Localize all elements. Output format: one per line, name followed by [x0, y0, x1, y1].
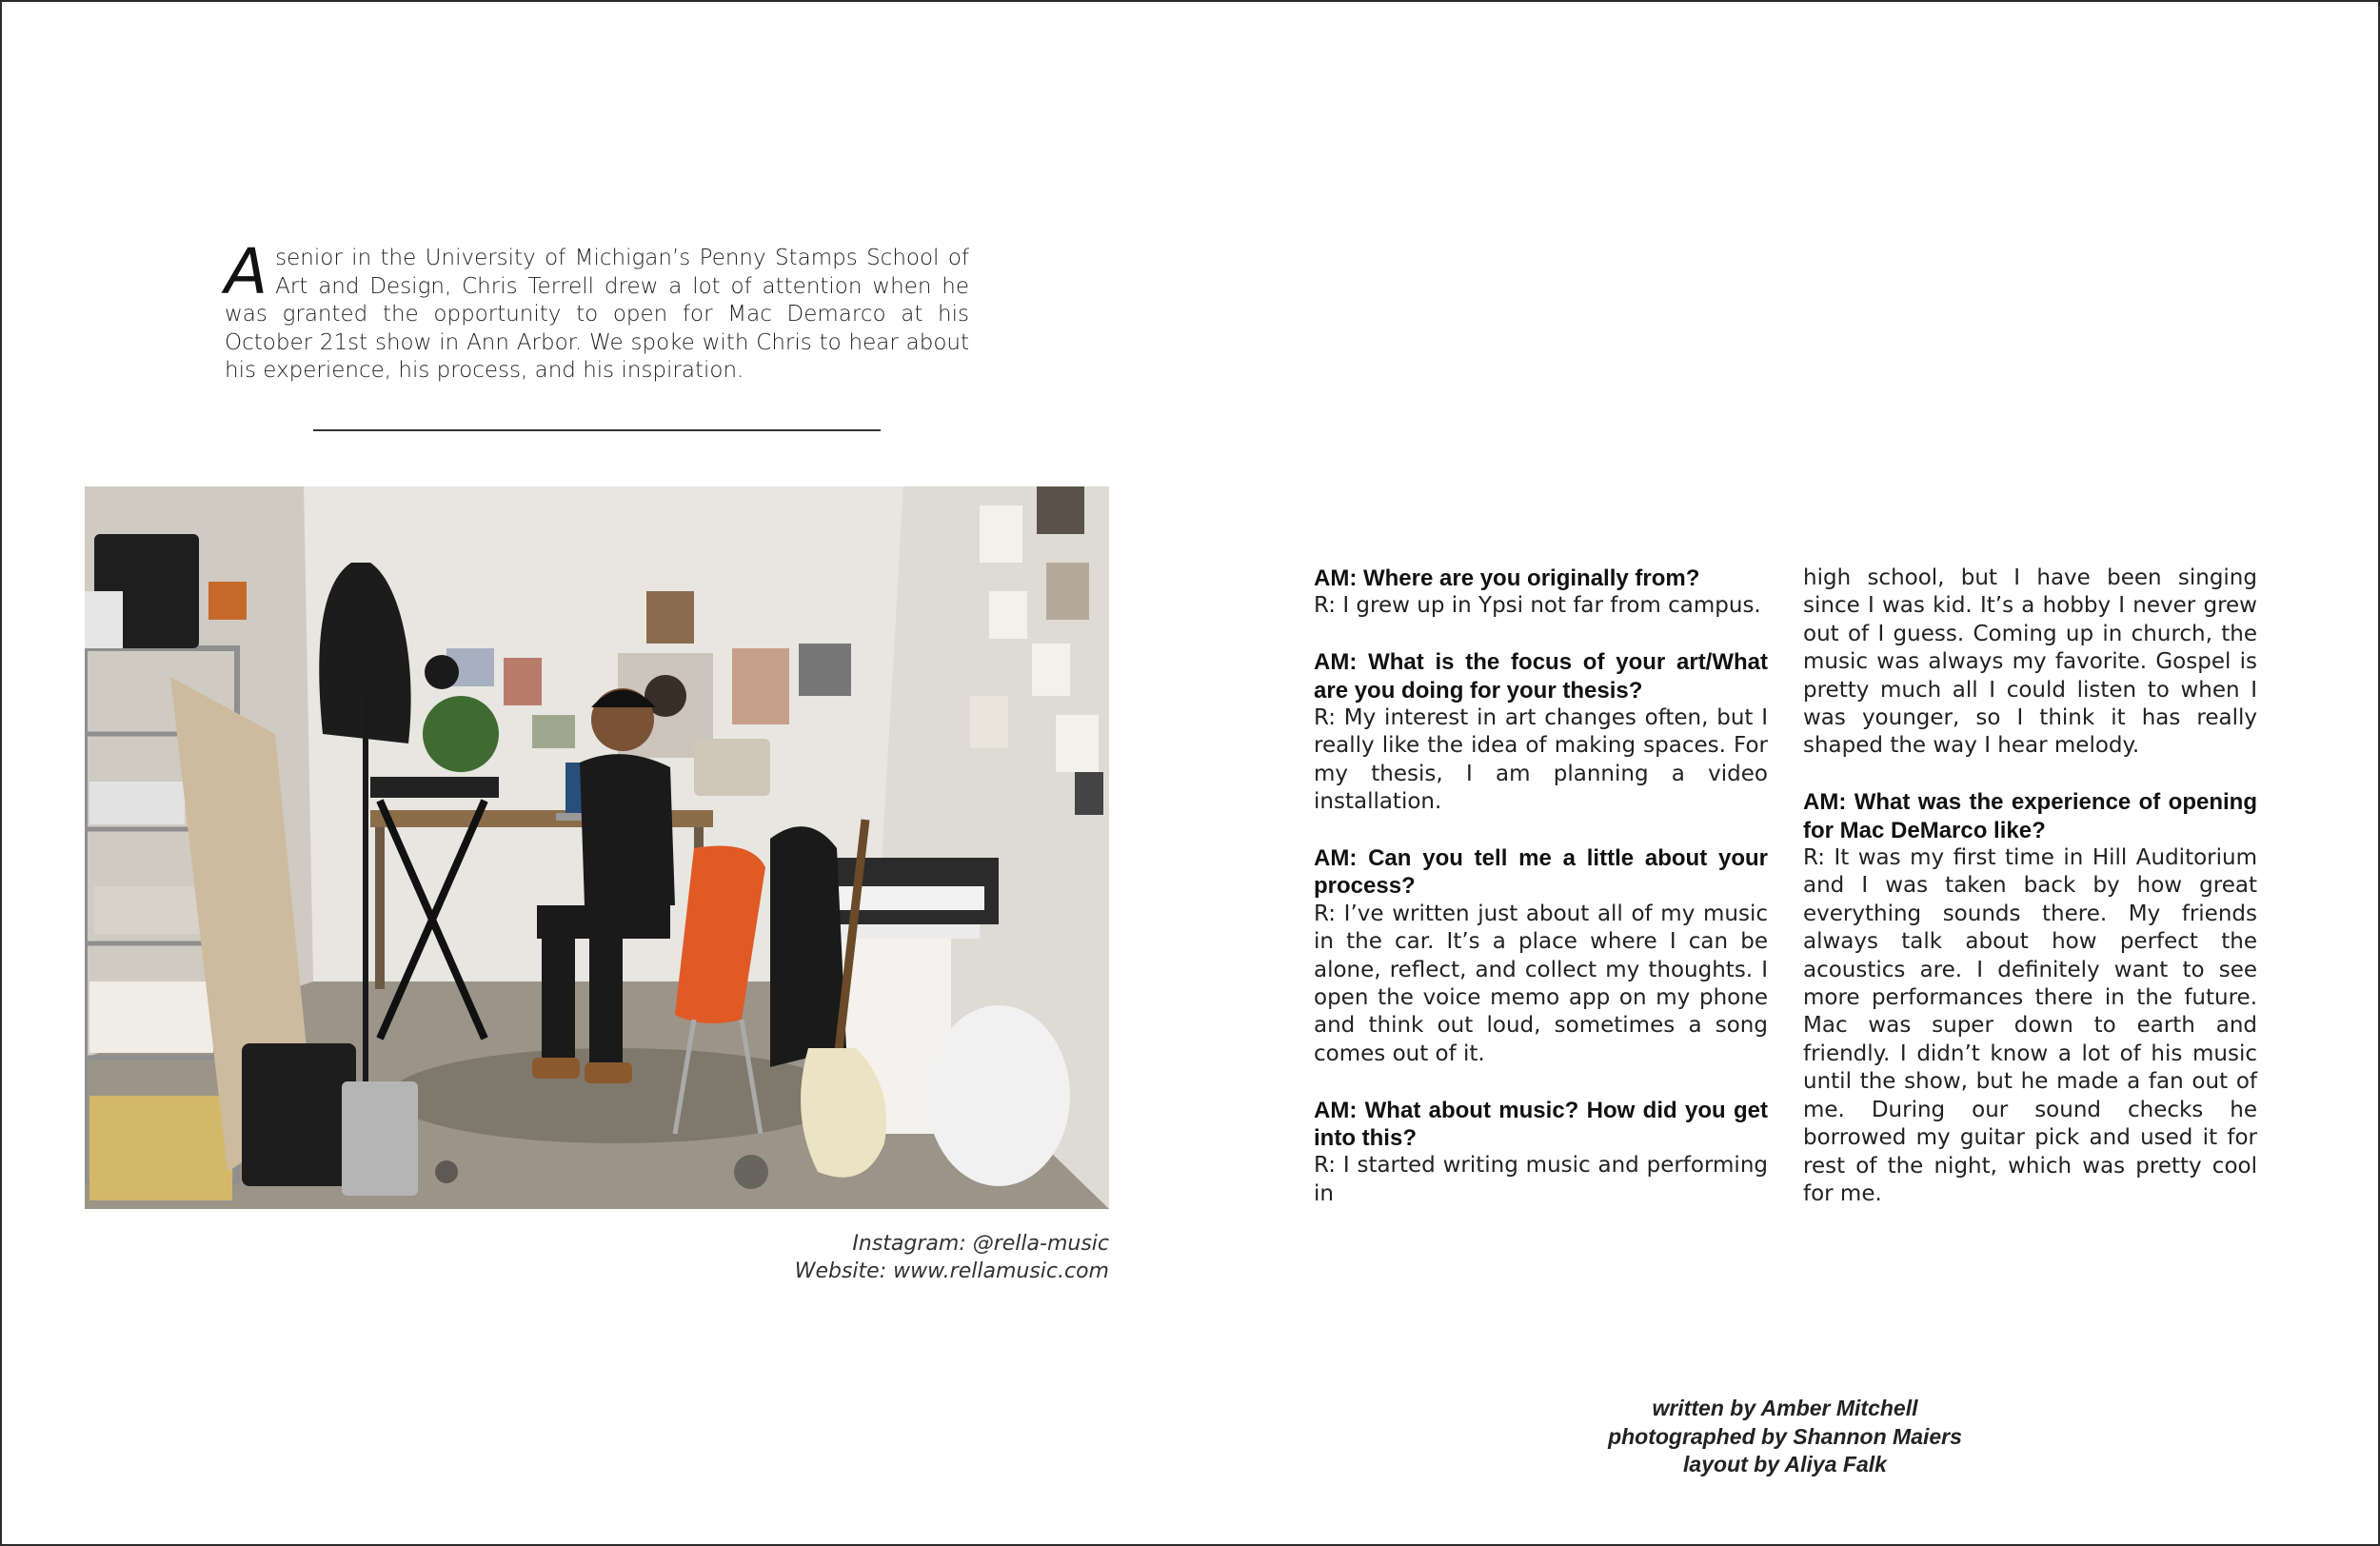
answer: R: It was my first time in Hill Auditorium and I was taken back by how great everything sounds there. My friends always talk about how perfect the acoustics are. I definitely want to see more performances there in the future. Mac was super down to earth and friendly. I didn’t know a lot of his music until the show, but he made a fan out of me. During our sound checks he borrowed my guitar pick and used it for rest of the night, which was pretty cool for me. [1803, 845, 2257, 1206]
question: AM: What is the focus of your art/What are you doing for your thesis? [1314, 649, 1768, 704]
studio-photo [85, 486, 1109, 1209]
byline-writer: written by Amber Mitchell [1652, 1396, 1918, 1420]
qa-block [1314, 565, 1768, 621]
question: AM: What was the experience of opening for Mac DeMarco like? [1803, 789, 2257, 843]
photo-credit [571, 1230, 1109, 1285]
question: AM: Can you tell me a little about your process? [1314, 845, 1768, 900]
answer: R: I grew up in Ypsi not far from campus. [1314, 593, 1761, 619]
byline-layout: layout by Aliya Falk [1683, 1452, 1887, 1477]
website-link: Website: www.rellamusic.com [794, 1259, 1109, 1283]
question: AM: What about music? How did you get into this? [1314, 1097, 1768, 1152]
instagram-handle: Instagram: @rella-music [852, 1232, 1109, 1256]
question: AM: Where are you originally from? [1314, 565, 1700, 591]
qa-block [1803, 788, 2257, 1208]
qa-block [1314, 648, 1768, 816]
byline-photographer: photographed by Shannon Maiers [1608, 1423, 1962, 1449]
answer: R: I’ve written just about all of my music in the car. It’s a place where I can be alone, reflect, and collect my thoughts. I open the voice memo app on my phone and think out loud, sometimes a song comes out of it. [1314, 901, 1768, 1066]
qa-block [1314, 844, 1768, 1068]
byline [1485, 1395, 2085, 1479]
qa-block [1314, 1097, 1768, 1209]
drop-cap: A [225, 235, 268, 308]
interview-column-1 [1314, 565, 1768, 1237]
divider-rule [313, 429, 881, 431]
intro-paragraph [225, 235, 969, 386]
interview-column-2 [1803, 565, 2257, 1237]
answer: R: My interest in art changes often, but I really like the idea of making spaces. For my thesis, I am planning a video installation. [1314, 705, 1768, 815]
answer-continuation: high school, but I have been singing since I was kid. It’s a hobby I never grew out of I guess. Coming up in church, the music was always my favorite. Gospel is pretty much all I could listen to when I was younger, so I think it has really shaped the way I hear melody. [1803, 565, 2257, 759]
answer: R: I started writing music and performing in [1314, 1153, 1768, 1206]
intro-text: senior in the University of Michigan’s Penny Stamps School of Art and Design, Chris Terrell drew a lot of attention when he was granted the opportunity to open for Mac Demarco at his October 21st show in Ann Arbor. We spoke with Chris to hear about his experience, his process, and his inspiration. [225, 246, 969, 384]
